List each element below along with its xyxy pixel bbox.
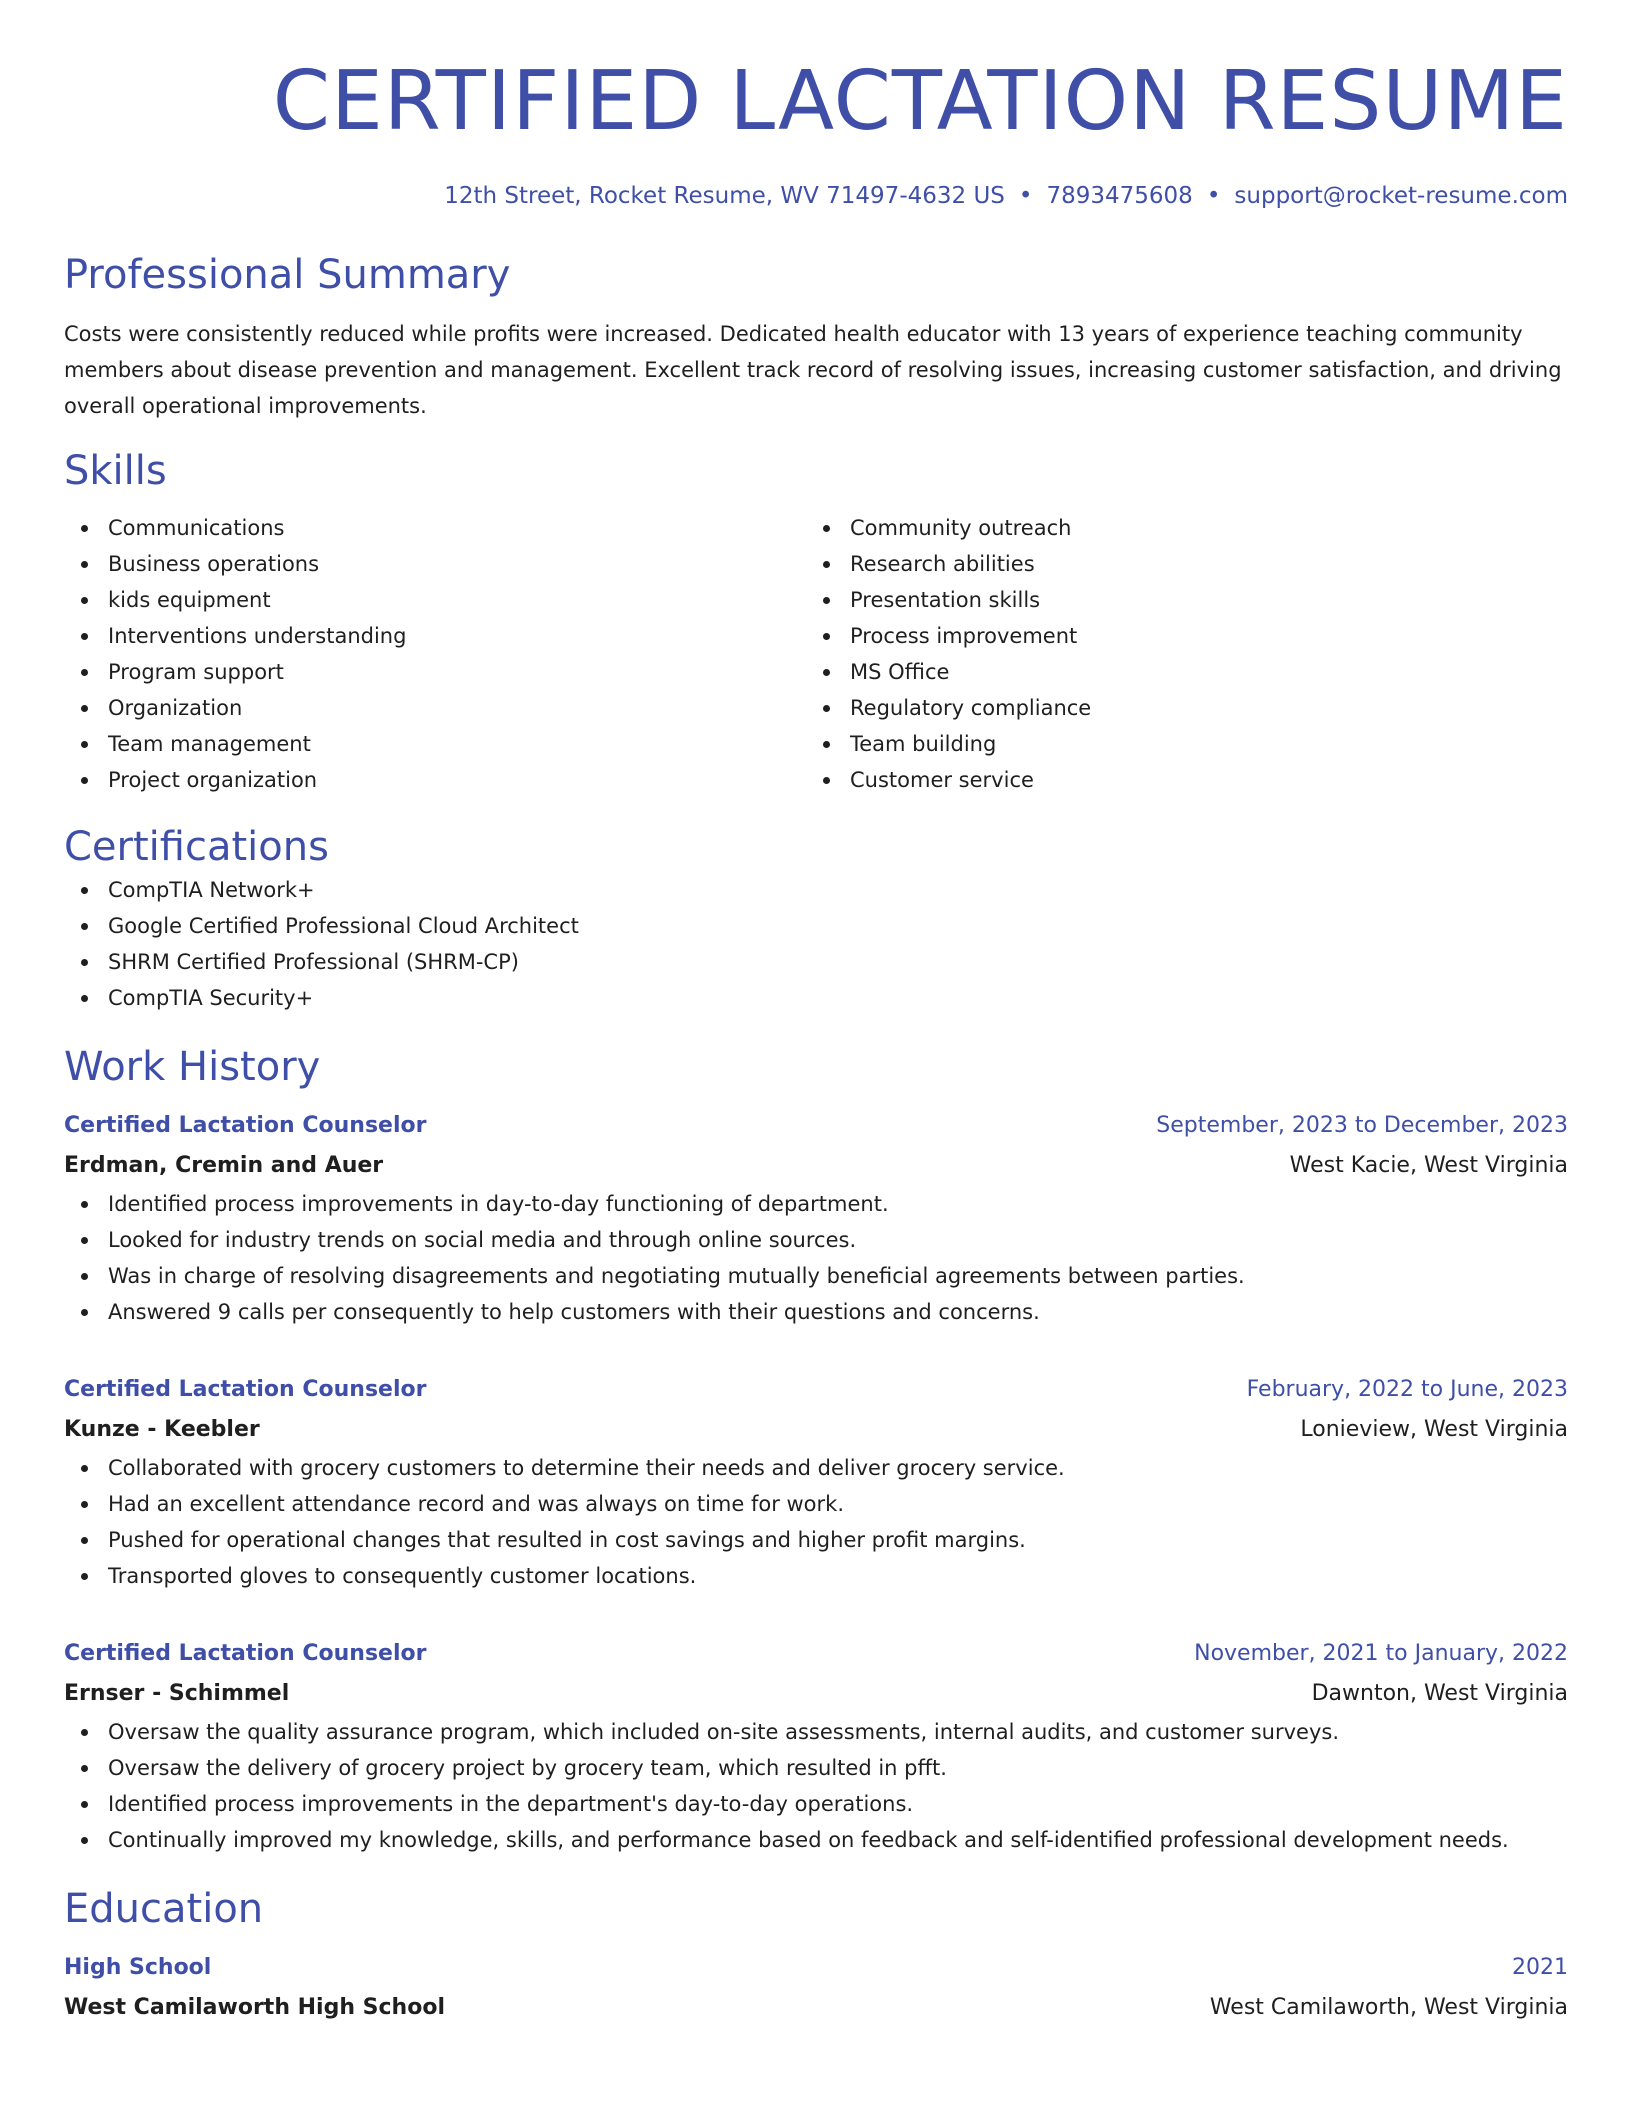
skill-item: Process improvement	[806, 618, 1548, 654]
resume-page	[64, 0, 1568, 2028]
contact-separator: •	[1018, 183, 1033, 209]
job-duty-item: Looked for industry trends on social media and through online sources.	[64, 1222, 1568, 1258]
skill-item: MS Office	[806, 654, 1548, 690]
job-dates: September, 2023 to December, 2023	[1156, 1113, 1568, 1138]
section-heading-skills: Skills	[64, 448, 167, 494]
contact-address: 12th Street, Rocket Resume, WV 71497-4632 US	[444, 183, 1005, 209]
education-location: West Camilaworth, West Virginia	[1209, 1995, 1568, 2020]
job-employer: Erdman, Cremin and Auer	[64, 1153, 384, 1178]
job-title: Certified Lactation Counselor	[64, 1377, 427, 1402]
skills-column-right	[806, 510, 1548, 798]
section-heading-education: Education	[64, 1886, 264, 1932]
skills-grid	[64, 510, 1568, 798]
contact-separator: •	[1206, 183, 1221, 209]
job-entry	[64, 1634, 1568, 1858]
skill-item: Program support	[64, 654, 806, 690]
skills-list-right	[806, 510, 1548, 798]
job-duty-item: Had an excellent attendance record and was always on time for work.	[64, 1486, 1568, 1522]
job-header-row	[64, 1106, 1568, 1146]
job-employer: Ernser - Schimmel	[64, 1681, 290, 1706]
skills-column-left	[64, 510, 806, 798]
job-duties-list	[64, 1714, 1568, 1858]
skill-item: kids equipment	[64, 582, 806, 618]
skill-item: Interventions understanding	[64, 618, 806, 654]
education-entry	[64, 1948, 1568, 2028]
certification-item: Google Certified Professional Cloud Architect	[64, 908, 1568, 944]
skills-list-left	[64, 510, 806, 798]
skill-item: Community outreach	[806, 510, 1548, 546]
skill-item: Team building	[806, 726, 1548, 762]
section-heading-certifications: Certifications	[64, 824, 329, 870]
contact-line	[64, 180, 1568, 212]
job-entry	[64, 1106, 1568, 1330]
education-degree: High School	[64, 1955, 212, 1980]
job-duty-item: Oversaw the quality assurance program, which included on-site assessments, internal audits, and customer surveys.	[64, 1714, 1568, 1750]
job-duty-item: Identified process improvements in the department's day-to-day operations.	[64, 1786, 1568, 1822]
job-location: West Kacie, West Virginia	[1289, 1153, 1568, 1178]
contact-phone: 7893475608	[1046, 183, 1193, 209]
skill-item: Team management	[64, 726, 806, 762]
section-heading-work-history: Work History	[64, 1044, 321, 1090]
skill-item: Project organization	[64, 762, 806, 798]
skill-item: Presentation skills	[806, 582, 1548, 618]
skill-item: Research abilities	[806, 546, 1548, 582]
job-employer-row	[64, 1674, 1568, 1714]
job-title: Certified Lactation Counselor	[64, 1641, 427, 1666]
job-duty-item: Transported gloves to consequently customer locations.	[64, 1558, 1568, 1594]
job-dates: November, 2021 to January, 2022	[1194, 1641, 1568, 1666]
job-dates: February, 2022 to June, 2023	[1246, 1377, 1568, 1402]
job-employer: Kunze - Keebler	[64, 1417, 260, 1442]
job-entry	[64, 1370, 1568, 1594]
job-header-row	[64, 1370, 1568, 1410]
skill-item: Organization	[64, 690, 806, 726]
skill-item: Communications	[64, 510, 806, 546]
certification-item: CompTIA Network+	[64, 872, 1568, 908]
certification-item: SHRM Certified Professional (SHRM-CP)	[64, 944, 1568, 980]
job-duty-item: Answered 9 calls per consequently to help customers with their questions and concerns.	[64, 1294, 1568, 1330]
job-duties-list	[64, 1450, 1568, 1594]
job-duty-item: Oversaw the delivery of grocery project by grocery team, which resulted in pfft.	[64, 1750, 1568, 1786]
job-location: Lonieview, West Virginia	[1300, 1417, 1568, 1442]
job-employer-row	[64, 1146, 1568, 1186]
job-employer-row	[64, 1410, 1568, 1450]
certifications-list	[64, 872, 1568, 1016]
job-duty-item: Collaborated with grocery customers to determine their needs and deliver grocery service.	[64, 1450, 1568, 1486]
job-title: Certified Lactation Counselor	[64, 1113, 427, 1138]
education-year: 2021	[1512, 1955, 1568, 1980]
job-header-row	[64, 1634, 1568, 1674]
skill-item: Regulatory compliance	[806, 690, 1548, 726]
job-duty-item: Was in charge of resolving disagreements and negotiating mutually beneficial agreements between parties.	[64, 1258, 1568, 1294]
job-duty-item: Identified process improvements in day-to-day functioning of department.	[64, 1186, 1568, 1222]
education-school-row	[64, 1988, 1568, 2028]
education-school: West Camilaworth High School	[64, 1995, 445, 2020]
skill-item: Customer service	[806, 762, 1548, 798]
summary-text: Costs were consistently reduced while profits were increased. Dedicated health educator with 13 years of experience teaching community members about disease prevention and management. Excellent track record of resolving issues, increasing customer satisfaction, and driving overall operational improvements.	[64, 322, 1562, 418]
job-duty-item: Continually improved my knowledge, skills, and performance based on feedback and self-identified professional development needs.	[64, 1822, 1568, 1858]
job-location: Dawnton, West Virginia	[1311, 1681, 1568, 1706]
section-heading-summary: Professional Summary	[64, 252, 511, 298]
education-header-row	[64, 1948, 1568, 1988]
contact-email[interactable]: support@rocket-resume.com	[1234, 183, 1568, 209]
job-duty-item: Pushed for operational changes that resulted in cost savings and higher profit margins.	[64, 1522, 1568, 1558]
resume-title: CERTIFIED LACTATION RESUME	[272, 54, 1568, 149]
certification-item: CompTIA Security+	[64, 980, 1568, 1016]
skill-item: Business operations	[64, 546, 806, 582]
job-duties-list	[64, 1186, 1568, 1330]
